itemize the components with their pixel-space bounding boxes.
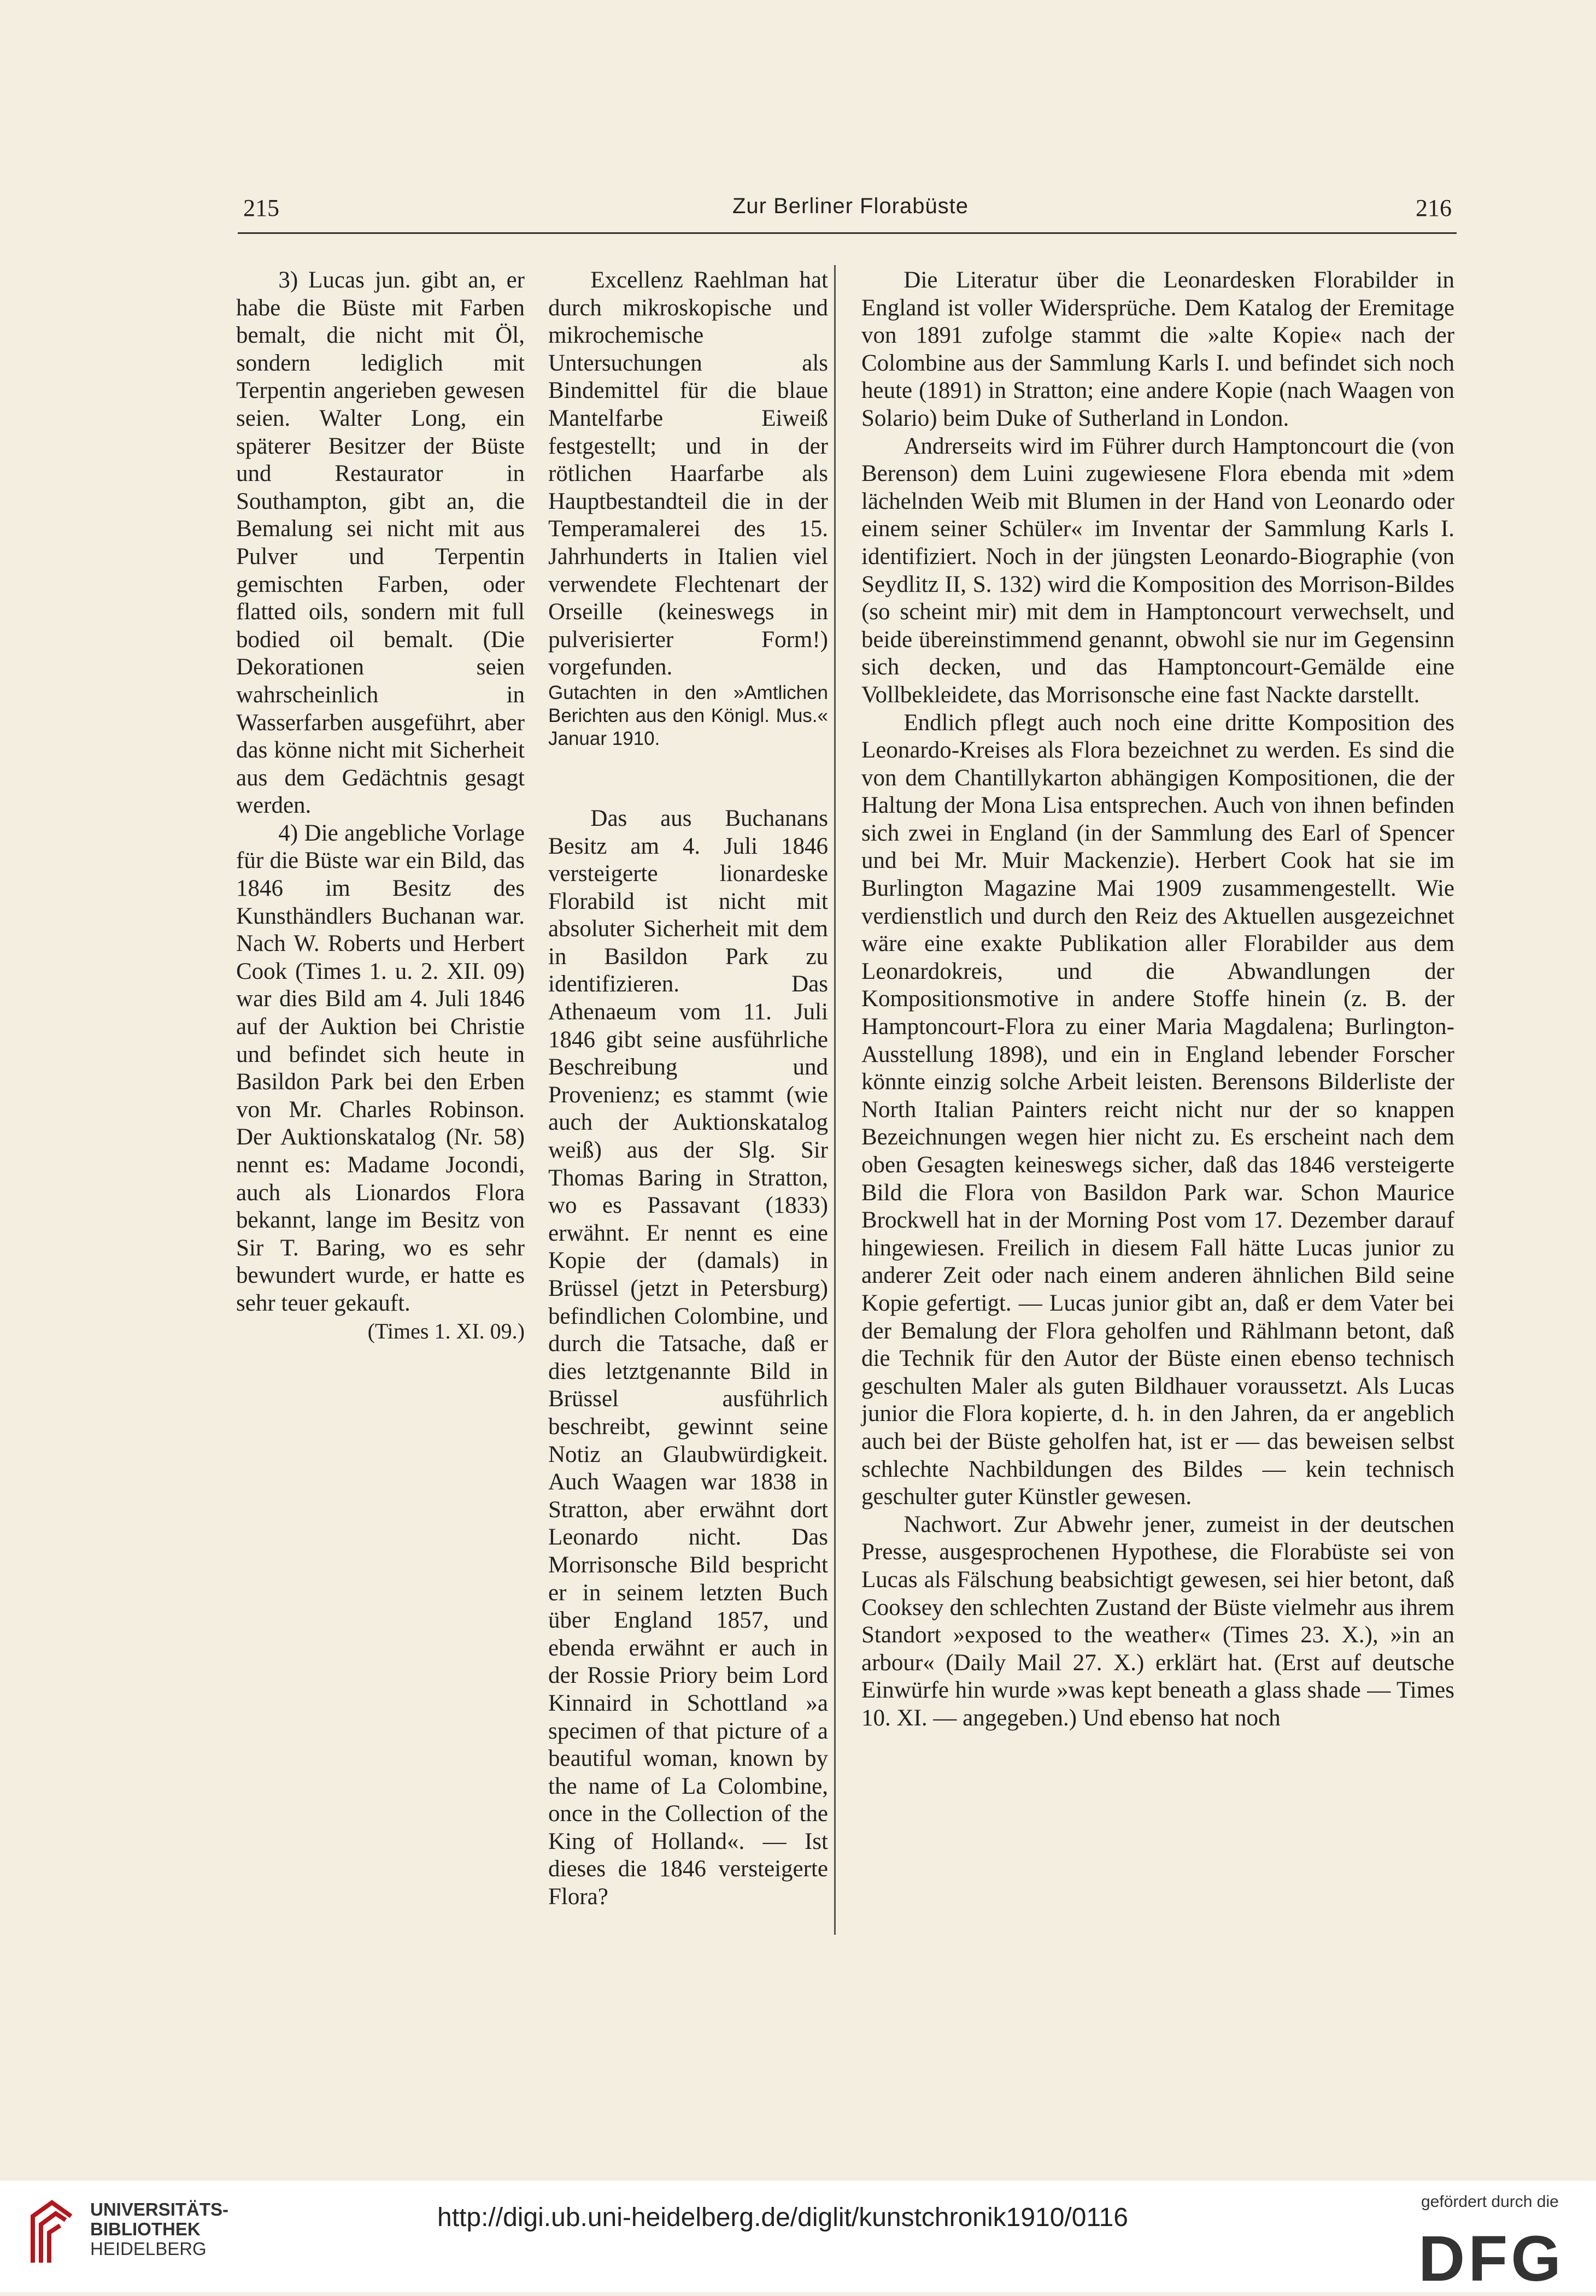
institution-line-2: BIBLIOTHEK (90, 2219, 201, 2239)
footnote-gutachten: Gutachten in den »Amtlichen Berichten aus den Königl. Mus.« Januar 1910. (548, 682, 828, 749)
institution-line-1: UNIVERSITÄTS- (90, 2199, 229, 2219)
paragraph-nachwort: Nachwort. Zur Abwehr jener, zumeist in der deutschen Presse, ausgesprochenen Hypothese, die Florabüste sei von Lucas als Fälschung beabsichtigt gewesen, sei hier betont, daß Cooksey den schlechten Zustand der Büste vielmehr aus ihrem Standort »exposed to the weather« (Times 23. X.), »in an arbour« (Daily Mail 27. X.) erklärt hat. (Erst auf deutsche Einwürfe hin wurde »was kept beneath a glass shade — Times 10. XI. — angegeben.) Und ebenso hat noch (861, 1511, 1454, 1731)
paragraph-3: 3) Lucas jun. gibt an, er habe die Büste mit Farben bemalt, die nicht mit Öl, sondern lediglich mit Terpentin angerieben gewesen seien. Walter Long, ein späterer Besitzer der Büste und Restaurator in Southampton, gibt an, die Bemalung sei nicht mit aus Pulver und Terpentin gemischten Farben, oder flatted oils, sondern mit full bodied oil bemalt. (Die Dekorationen seien wahrscheinlich in Wasserfarben ausgeführt, aber das könne nicht mit Sicherheit aus dem Gedächtnis gesagt werden. (236, 267, 525, 819)
institution-name (90, 2200, 228, 2259)
header-rule (238, 232, 1457, 234)
paragraph-literatur: Die Literatur über die Leonardesken Florabilder in England ist voller Widersprüche. Dem Katalog der Eremitage von 1891 zufolge stammt die »alte Kopie« nach der Colombine aus der Sammlung Karls I. und befindet sich noch heute (1891) in Stratton; eine andere Kopie (nach Waagen von Solario) beim Duke of Sutherland in London. (861, 267, 1454, 431)
column-divider (834, 265, 836, 1935)
funded-by-label: gefördert durch die (1421, 2193, 1559, 2211)
ub-heidelberg-logo-icon (22, 2192, 82, 2274)
paragraph-raehlman: Excellenz Raehlman hat durch mikroskopische und mikrochemische Untersuchungen als Bindemittel für die blaue Mantelfarbe Eiweiß festgestellt; und in der rötlichen Haarfarbe als Hauptbestandteil die in der Temperamalerei des 15. Jahrhunderts in Italien viel verwendete Flechtenart der Orseille (keineswegs in pulverisierter Form!) vorgefunden. (548, 267, 828, 680)
paragraph-hamptoncourt: Andrerseits wird im Führer durch Hamptoncourt die (von Berenson) dem Luini zugewiesene Flora ebenda mit »dem lächelnden Weib mit Blumen in der Hand von Leonardo oder einem seiner Schüler« im Inventar der Sammlung Karls I. identifiziert. Noch in der jüngsten Leonardo-Biographie (von Seydlitz II, S. 132) wird die Komposition des Morrison-Bildes (so scheint mir) mit dem in Hamptoncourt verwechselt, und beide übereinstimmend genannt, obwohl sie nur im Gegensinn sich decken, und das Hamptoncourt-Gemälde eine Vollbekleidete, das Morrisonsche eine fast Nackte darstellt. (861, 433, 1454, 708)
page-number-right: 216 (1416, 195, 1452, 221)
column-2 (548, 267, 828, 1911)
paragraph-4: 4) Die angebliche Vorlage für die Büste war ein Bild, das 1846 im Besitz des Kunsthändlers Buchanan war. Nach W. Roberts und Herbert Cook (Times 1. u. 2. XII. 09) war dies Bild am 4. Juli 1846 auf der Auktion bei Christie und befindet sich heute in Basildon Park bei den Erben von Mr. Charles Robinson. Der Auktionskatalog (Nr. 58) nennt es: Madame Jocondi, auch als Lionardos Flora bekannt, lange im Besitz von Sir T. Baring, wo es sehr bewundert wurde, er hatte es sehr teuer gekauft. (236, 820, 525, 1316)
permalink-url[interactable]: http://digi.ub.uni-heidelberg.de/diglit/kunstchronik1910/0116 (437, 2203, 1128, 2232)
digitization-footer (0, 2181, 1596, 2295)
running-title: Zur Berliner Florabüste (732, 194, 969, 218)
source-citation: (Times 1. XI. 09.) (367, 1318, 525, 1343)
column-3 (861, 267, 1454, 1732)
paragraph-dritte-komposition: Endlich pflegt auch noch eine dritte Komposition des Leonardo-Kreises als Flora bezeichnet zu werden. Es sind die von dem Chantillykarton abhängigen Kompositionen, die der Haltung der Mona Lisa entsprechen. Auch von ihnen befinden sich zwei in England (in der Sammlung des Earl of Spencer und bei Mr. Muir Mackenzie). Herbert Cook hat sie im Burlington Magazine Mai 1909 zusammengestellt. Wie verdienstlich und durch den Reiz des Aktuellen ausgezeichnet wäre eine exakte Publikation aller Florabilder aus dem Leonardokreis, und die Abwandlungen der Kompositionsmotive in andere Stoffe hinein (z. B. der Hamptoncourt-Flora zu einer Maria Magdalena; Burlington-Ausstellung 1898), und ein in England lebender Forscher könnte einzig solche Arbeit leisten. Berensons Bilderliste der North Italian Painters reicht nicht nur der so knappen Bezeichnungen wegen hier nicht zu. Es erscheint nach dem oben Gesagten keineswegs sicher, daß das 1846 versteigerte Bild die Flora von Basildon Park war. Schon Maurice Brockwell hat in der Morning Post vom 17. Dezember darauf hingewiesen. Freilich in diesem Fall hätte Lucas junior zu anderer Zeit oder nach einem anderen ähnlichen Bild seine Kopie gefertigt. — Lucas junior gibt an, daß er dem Vater bei der Bemalung der Flora geholfen und Rählmann betont, daß die Technik für den Autor der Büste einen ebenso technisch geschulten Maler als guten Bildhauer voraussetzt. Als Lucas junior die Flora kopierte, d. h. in den Jahren, da er angeblich auch bei der Büste geholfen hat, ist er — das beweisen selbst schlechte Nachbildungen des Bildes — kein technisch geschulter guter Künstler gewesen. (861, 709, 1454, 1510)
page-number-left: 215 (243, 195, 279, 221)
paragraph-buchanan: Das aus Buchanans Besitz am 4. Juli 1846 versteigerte lionardeske Florabild ist nicht mit absoluter Sicherheit mit dem in Basildon Park zu identifizieren. Das Athenaeum vom 11. Juli 1846 gibt seine ausführliche Beschreibung und Provenienz; es stammt (wie auch der Auktionskatalog weiß) aus der Slg. Sir Thomas Baring in Stratton, wo es Passavant (1833) erwähnt. Er nennt es eine Kopie der (damals) in Brüssel (jetzt in Petersburg) befindlichen Colombine, und durch die Tatsache, daß er dies letztgenannte Bild in Brüssel ausführlich beschreibt, gewinnt seine Notiz an Glaubwürdigkeit. Auch Waagen war 1838 in Stratton, aber erwähnt dort Leonardo nicht. Das Morrisonsche Bild bespricht er in seinem letzten Buch über England 1857, und ebenda erwähnt er auch in der Rossie Priory beim Lord Kinnaird in Schottland »a specimen of that picture of a beautiful woman, known by the name of La Colombine, once in the Collection of the King of Holland«. — Ist dieses die 1846 versteigerte Flora? (548, 805, 828, 1910)
institution-line-3: HEIDELBERG (90, 2239, 207, 2259)
dfg-logo: DFG (1418, 2223, 1565, 2295)
column-1 (236, 267, 525, 1345)
